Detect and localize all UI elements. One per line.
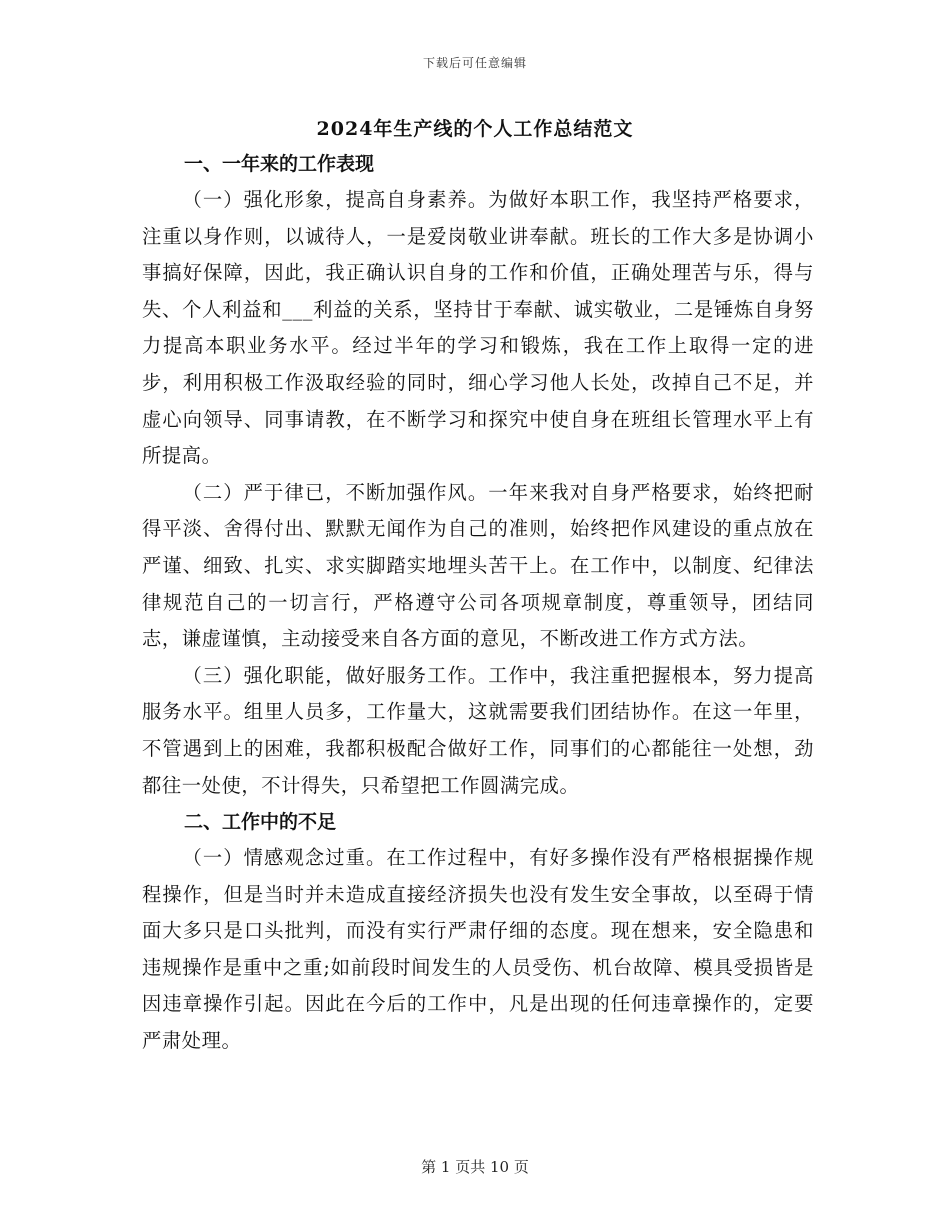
paragraph: （二）严于律已，不断加强作风。一年来我对自身严格要求，始终把耐得平淡、舍得付出、默默无闻作为自己的准则，始终把作风建设的重点放在严谨、细致、扎实、求实脚踏实地埋头苦干上。在工作中，以制度、纪律法律规范自己的一切言行，严格遵守公司各项规章制度，尊重领导，团结同志，谦虚谨慎，主动接受来自各方面的意见，不断改进工作方式方法。 bbox=[142, 480, 814, 651]
paragraph: （三）强化职能，做好服务工作。工作中，我注重把握根本，努力提高服务水平。组里人员多，工作量大，这就需要我们团结协作。在这一年里，不管遇到上的困难，我都积极配合做好工作，同事们的心都能往一处想，劲都往一处使，不计得失，只希望把工作圆满完成。 bbox=[142, 663, 814, 797]
page-header-note: 下载后可任意编辑 bbox=[422, 56, 527, 70]
section-heading: 二、工作中的不足 bbox=[184, 811, 337, 834]
paragraph: （一）强化形象，提高自身素养。为做好本职工作，我坚持严格要求，注重以身作则，以诚待人，一是爱岗敬业讲奉献。班长的工作大多是协调小事搞好保障，因此，我正确认识自身的工作和价值，正确处理苦与乐，得与失、个人利益和___利益的关系，坚持甘于奉献、诚实敬业，二是锤炼自身努力提高本职业务水平。经过半年的学习和锻炼，我在工作上取得一定的进步，利用积极工作汲取经验的同时，细心学习他人长处，改掉自己不足，并虚心向领导、同事请教，在不断学习和探究中使自身在班组长管理水平上有所提高。 bbox=[142, 188, 814, 468]
document-body bbox=[142, 146, 814, 1060]
document-title: 2024年生产线的个人工作总结范文 bbox=[316, 118, 634, 140]
page-number-footer: 第 1 页共 10 页 bbox=[421, 1158, 529, 1176]
paragraph: （一）情感观念过重。在工作过程中，有好多操作没有严格根据操作规程操作，但是当时并未造成直接经济损失也没有发生安全事故，以至碍于情面大多只是口头批判，而没有实行严肃仔细的态度。现在想来，安全隐患和违规操作是重中之重;如前段时间发生的人员受伤、机台故障、模具受损皆是因违章操作引起。因此在今后的工作中，凡是出现的任何违章操作的，定要严肃处理。 bbox=[142, 846, 814, 1053]
section-heading: 一、一年来的工作表现 bbox=[184, 153, 375, 175]
